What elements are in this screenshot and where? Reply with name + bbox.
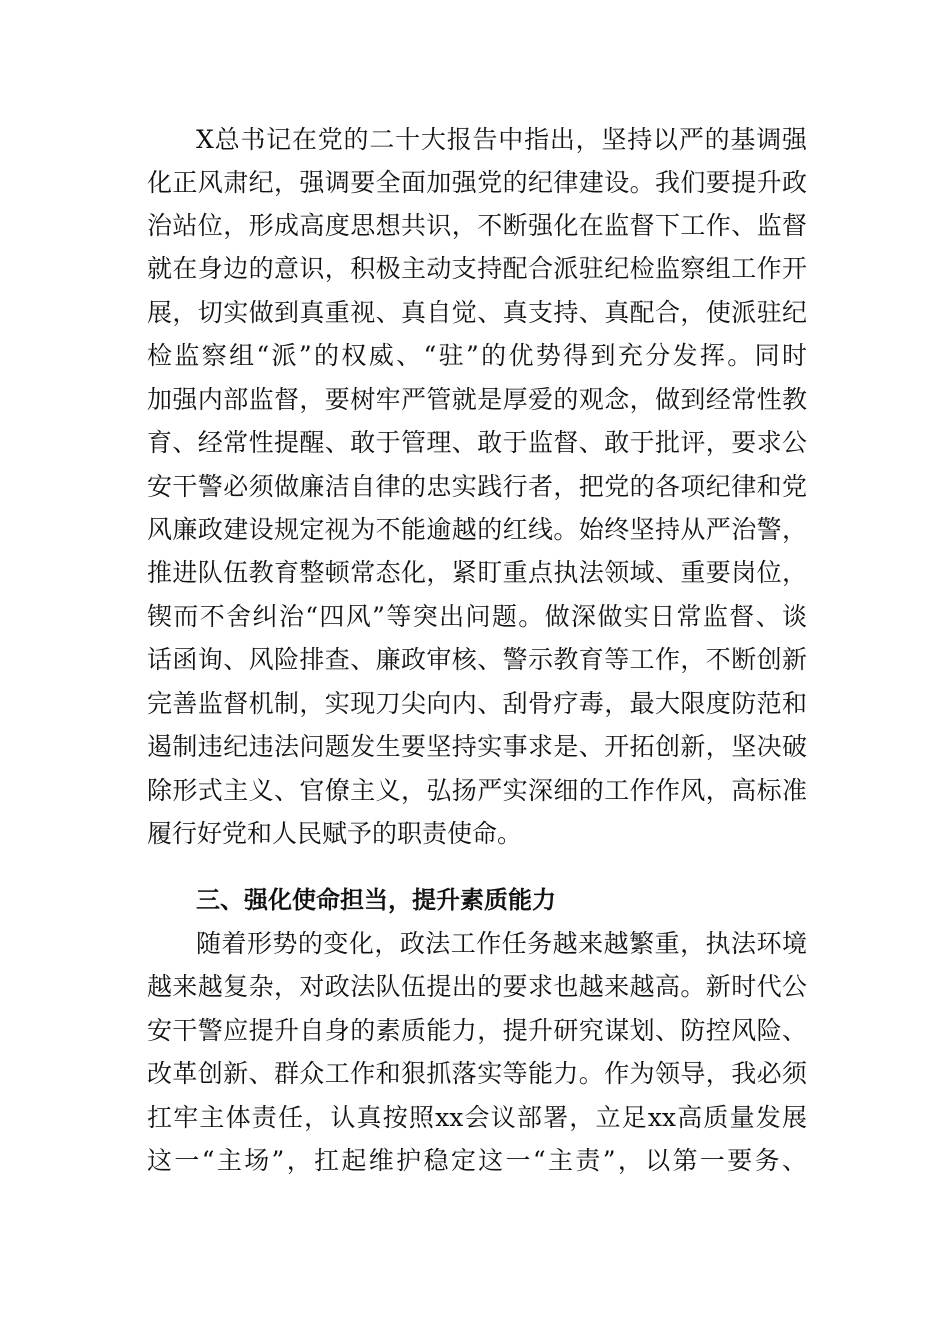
paragraph-1-line: 锲而不舍纠治“四风”等突出问题。做深做实日常监督、谈 (147, 602, 807, 631)
paragraph-1-line: 化正风肃纪，强调要全面加强党的纪律建设。我们要提升政 (147, 168, 807, 197)
paragraph-2-line: 越来越复杂，对政法队伍提出的要求也越来越高。新时代公 (147, 972, 807, 1001)
paragraph-2-line: 改革创新、群众工作和狠抓落实等能力。作为领导，我必须 (147, 1059, 807, 1088)
paragraph-1-line: 就在身边的意识，积极主动支持配合派驻纪检监察组工作开 (147, 254, 807, 283)
paragraph-2-line: 这一“主场”，扛起维护稳定这一“主责”，以第一要务、 (147, 1146, 807, 1175)
paragraph-1-line: 推进队伍教育整顿常态化，紧盯重点执法领域、重要岗位， (147, 558, 807, 587)
paragraph-1-line: 安干警必须做廉洁自律的忠实践行者，把党的各项纪律和党 (147, 472, 807, 501)
paragraph-2-line: 安干警应提升自身的素质能力，提升研究谋划、防控风险、 (147, 1016, 807, 1045)
paragraph-2-line: 扛牢主体责任，认真按照xx会议部署，立足xx高质量发展 (147, 1103, 807, 1132)
paragraph-1-line: 育、经常性提醒、敢于管理、敢于监督、敢于批评，要求公 (147, 428, 807, 457)
paragraph-1-line: 履行好党和人民赋予的职责使命。 (147, 819, 523, 848)
paragraph-1-line: 遏制违纪违法问题发生要坚持实事求是、开拓创新，坚决破 (147, 732, 807, 761)
paragraph-2-line: 随着形势的变化，政法工作任务越来越繁重，执法环境 (196, 929, 807, 958)
paragraph-1-line: 风廉政建设规定视为不能逾越的红线。始终坚持从严治警， (147, 515, 807, 544)
paragraph-1-line: 治站位，形成高度思想共识，不断强化在监督下工作、监督 (147, 211, 807, 240)
paragraph-1-line: 加强内部监督，要树牢严管就是厚爱的观念，做到经常性教 (147, 385, 807, 414)
paragraph-1-line: X总书记在党的二十大报告中指出，坚持以严的基调强 (196, 125, 807, 154)
paragraph-1-line: 展，切实做到真重视、真自觉、真支持、真配合，使派驻纪 (147, 298, 807, 327)
paragraph-1-line: 除形式主义、官僚主义，弘扬严实深细的工作作风，高标准 (147, 776, 807, 805)
section-heading: 三、强化使命担当，提升素质能力 (196, 886, 556, 914)
paragraph-1-line: 完善监督机制，实现刀尖向内、刮骨疗毒，最大限度防范和 (147, 689, 807, 718)
paragraph-1-line: 话函询、风险排查、廉政审核、警示教育等工作，不断创新 (147, 645, 807, 674)
paragraph-1-line: 检监察组“派”的权威、“驻”的优势得到充分发挥。同时 (147, 341, 807, 370)
